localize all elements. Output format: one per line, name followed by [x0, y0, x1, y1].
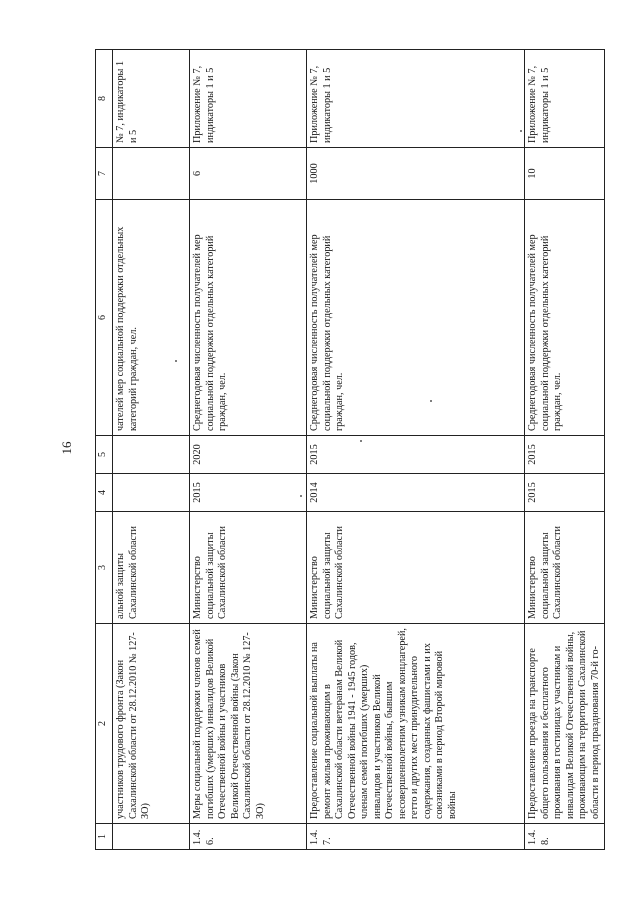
executor: Министерство социальной защиты Сахалинской области	[307, 512, 525, 624]
measure-name: Предоставление проезда на транспорте общего пользования и бесплатного проживания в гостиницах участникам и инвалидам Великой Отечественной войны, проживающим на территории Сахалинской области в период празднования 70-й го-	[525, 624, 605, 824]
indicator: Среднегодовая численность получателей мер социальной поддержки отдельных категорий граждан, чел.	[525, 200, 605, 436]
scan-speck	[175, 360, 177, 362]
indicator-value	[113, 148, 190, 200]
col-header-2: 2	[96, 624, 113, 824]
reference: Приложение № 7, индикаторы 1 и 5	[190, 50, 307, 148]
start-year: 2015	[525, 474, 605, 512]
col-header-8: 8	[96, 50, 113, 148]
rotated-table-container	[95, 50, 601, 850]
table-row	[525, 50, 605, 850]
reference: Приложение № 7, индикаторы 1 и 5	[525, 50, 605, 148]
table-row	[190, 50, 307, 850]
col-header-7: 7	[96, 148, 113, 200]
row-number: 1.4.6.	[190, 824, 307, 850]
col-header-6: 6	[96, 200, 113, 436]
reference: Приложение № 7, индикаторы 1 и 5	[307, 50, 525, 148]
executor: Министерство социальной защиты Сахалинской области	[190, 512, 307, 624]
scan-speck	[430, 400, 432, 402]
table-row	[307, 50, 525, 850]
indicator-value: 1000	[307, 148, 525, 200]
executor: альной защиты Сахалинской области	[113, 512, 190, 624]
indicator: чателей мер социальной поддержки отдельных категорий граждан, чел.	[113, 200, 190, 436]
scan-speck	[360, 440, 362, 442]
end-year: 2020	[190, 436, 307, 474]
reference: № 7, индикаторы 1 и 5	[113, 50, 190, 148]
row-number: 1.4.8.	[525, 824, 605, 850]
col-header-4: 4	[96, 474, 113, 512]
col-header-5: 5	[96, 436, 113, 474]
page-number: 16	[59, 441, 74, 455]
scan-speck	[520, 130, 522, 132]
start-year: 2015	[190, 474, 307, 512]
start-year: 2014	[307, 474, 525, 512]
row-number: 1.4.7.	[307, 824, 525, 850]
measure-name: Предоставление социальной выплаты на ремонт жилья проживающим в Сахалинской области ветеранам Великой Отечественной войны 1941 - 1945 годов, членам семей погибших (умерших) инвалидов и участников Великой Отечественной войны, бывшим несовершеннолетним узникам концлагерей, гетто и других мест принудительного содержания, созданных фашистами и их союзниками в период Второй мировой войны	[307, 624, 525, 824]
indicator: Среднегодовая численность получателей мер социальной поддержки отдельных категорий граждан, чел.	[307, 200, 525, 436]
end-year	[113, 436, 190, 474]
measure-name: участников трудового фронта (Закон Сахалинской области от 28.12.2010 № 127-ЗО)	[113, 624, 190, 824]
indicator-value: 10	[525, 148, 605, 200]
scan-speck	[300, 495, 302, 497]
start-year	[113, 474, 190, 512]
program-measures-table	[95, 49, 605, 850]
table-row	[113, 50, 190, 850]
row-number	[113, 824, 190, 850]
measure-name: Меры социальной поддержки членов семей погибших (умерших) инвалидов Великой Отечественной войны и участников Великой Отечественной войны (Закон Сахалинской области от 28.12.2010 № 127-ЗО)	[190, 624, 307, 824]
header-row	[96, 50, 113, 850]
indicator-value: 6	[190, 148, 307, 200]
col-header-1: 1	[96, 824, 113, 850]
executor: Министерство социальной защиты Сахалинской области	[525, 512, 605, 624]
col-header-3: 3	[96, 512, 113, 624]
end-year: 2015	[307, 436, 525, 474]
end-year: 2015	[525, 436, 605, 474]
indicator: Среднегодовая численность получателей мер социальной поддержки отдельных категорий граждан, чел.	[190, 200, 307, 436]
